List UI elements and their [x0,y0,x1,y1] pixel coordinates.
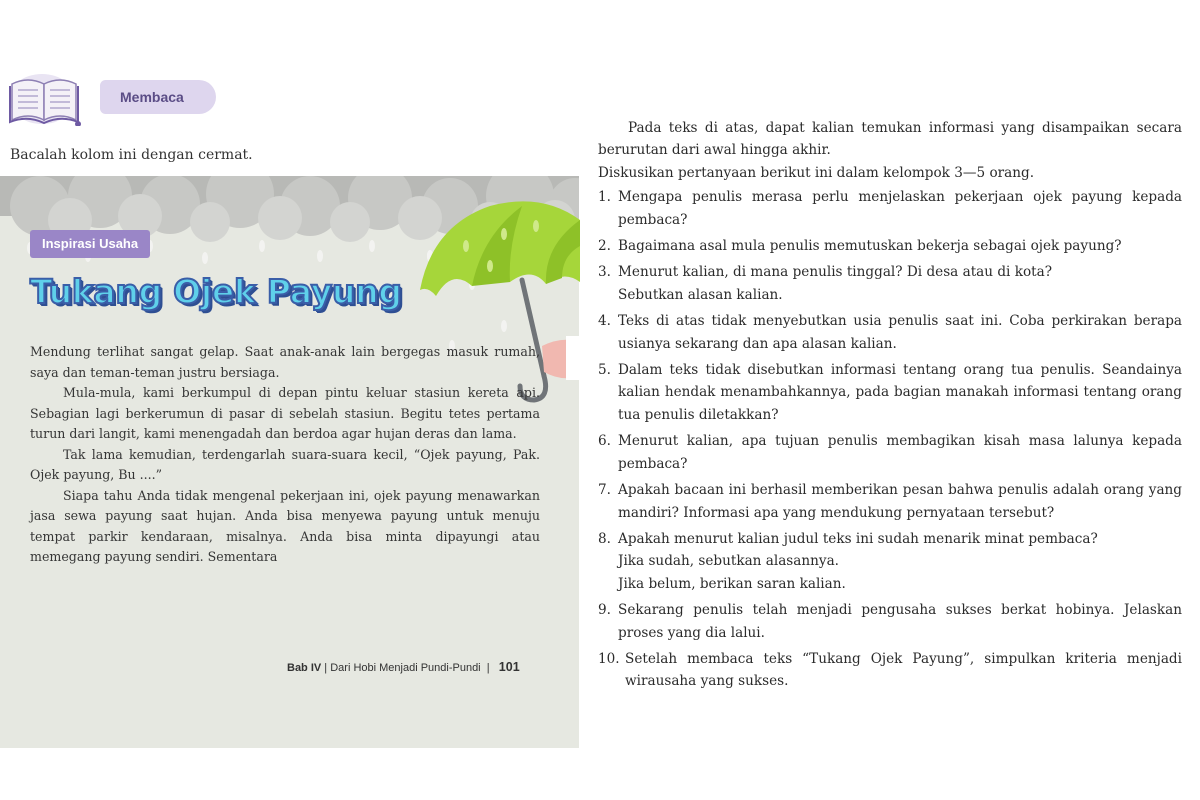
question-item [598,235,1182,257]
story-paragraph: Tak lama kemudian, terdengarlah suara-suara kecil, “Ojek payung, Pak. Ojek payung, Bu ....” [30,446,540,482]
footer-separator: | [483,662,496,674]
question-number: 9. [598,602,611,619]
question-item [598,528,1182,595]
footer-separator: | [324,662,331,674]
question-text: Jika sudah, sebutkan alasannya. [618,553,840,570]
discussion-section [598,117,1182,697]
question-number: 2. [598,238,611,255]
question-item [598,648,1182,693]
question-item [598,479,1182,524]
story-paragraph: Mula-mula, kami berkumpul di depan pintu keluar stasiun kereta api. Sebagian lagi berkerumun di pasar di sebelah stasiun. Begitu tetes pertama turun dari langit, kami menengadah dan berdoa agar hujan deras dan lama. [30,385,540,441]
question-number: 8. [598,530,611,547]
question-text: Mengapa penulis merasa perlu menjelaskan pekerjaan ojek payung kepada pembaca? [618,189,1182,228]
question-text: Setelah membaca teks “Tukang Ojek Payung”, simpulkan kriteria menjadi wirausaha yang sukses. [625,650,1182,690]
section-tab [100,80,216,114]
question-text: Teks di atas tidak menyebutkan usia penulis saat ini. Coba perkirakan berapa usianya sekarang dan apa alasan kalian. [618,313,1182,352]
story-title: Tukang Ojek Payung [30,272,402,311]
question-text: Bagaimana asal mula penulis memutuskan bekerja sebagai ojek payung? [618,238,1122,255]
question-item [598,261,1182,306]
question-item [598,359,1182,426]
story-paragraph: Siapa tahu Anda tidak mengenal pekerjaan ini, ojek payung menawarkan jasa sewa payung saat hujan. Anda bisa menyewa payung untuk menuju tempat parkir kendaraan, misalnya. Anda bisa minta dipayungi atau memegang payung sendiri. Sementara [30,487,540,564]
question-text: Apakah menurut kalian judul teks ini sudah menarik minat pembaca? [618,530,1098,547]
question-item [598,599,1182,644]
question-text: Sebutkan alasan kalian. [618,286,783,303]
question-number: 6. [598,433,611,450]
question-number: 7. [598,482,611,499]
question-text: Menurut kalian, di mana penulis tinggal? Di desa atau di kota? [618,264,1052,281]
chapter-label: Bab IV [287,662,322,674]
question-number: 10. [598,650,620,667]
question-list [598,186,1182,693]
question-text: Apakah bacaan ini berhasil memberikan pesan bahwa penulis adalah orang yang mandiri? Informasi apa yang mendukung pernyataan tersebut? [618,482,1182,521]
question-number: 5. [598,362,611,379]
question-number: 3. [598,264,611,281]
question-number: 4. [598,313,611,330]
question-text: Jika belum, berikan saran kalian. [618,575,846,592]
discussion-intro: Pada teks di atas, dapat kalian temukan informasi yang disampaikan secara berurutan dari awal hingga akhir. [598,120,1182,159]
chapter-title: Dari Hobi Menjadi Pundi-Pundi [330,662,481,674]
story-body [30,342,540,568]
question-item [598,430,1182,475]
story-paragraph: Mendung terlihat sangat gelap. Saat anak-anak lain bergegas masuk rumah, saya dan teman-teman justru bersiaga. [30,344,540,380]
question-item [598,186,1182,231]
page-footer [287,660,520,674]
question-number: 1. [598,189,611,206]
discussion-instruction: Diskusikan pertanyaan berikut ini dalam kelompok 3—5 orang. [598,164,1035,181]
question-text: Menurut kalian, apa tujuan penulis membagikan kisah masa lalunya kepada pembaca? [618,433,1182,472]
instruction-text: Bacalah kolom ini dengan cermat. [10,147,253,163]
question-text: Dalam teks tidak disebutkan informasi tentang orang tua penulis. Seandainya kalian hendak menambahkannya, pada bagian manakah informasi tentang orang tua penulis diletakkan? [618,362,1182,423]
book-icon [6,72,84,126]
section-label: Membaca [120,89,184,105]
page-number: 101 [498,660,520,674]
question-text: Sekarang penulis telah menjadi pengusaha sukses berkat hobinya. Jelaskan proses yang dia lalui. [618,602,1182,641]
question-item [598,310,1182,355]
category-badge: Inspirasi Usaha [30,230,150,258]
